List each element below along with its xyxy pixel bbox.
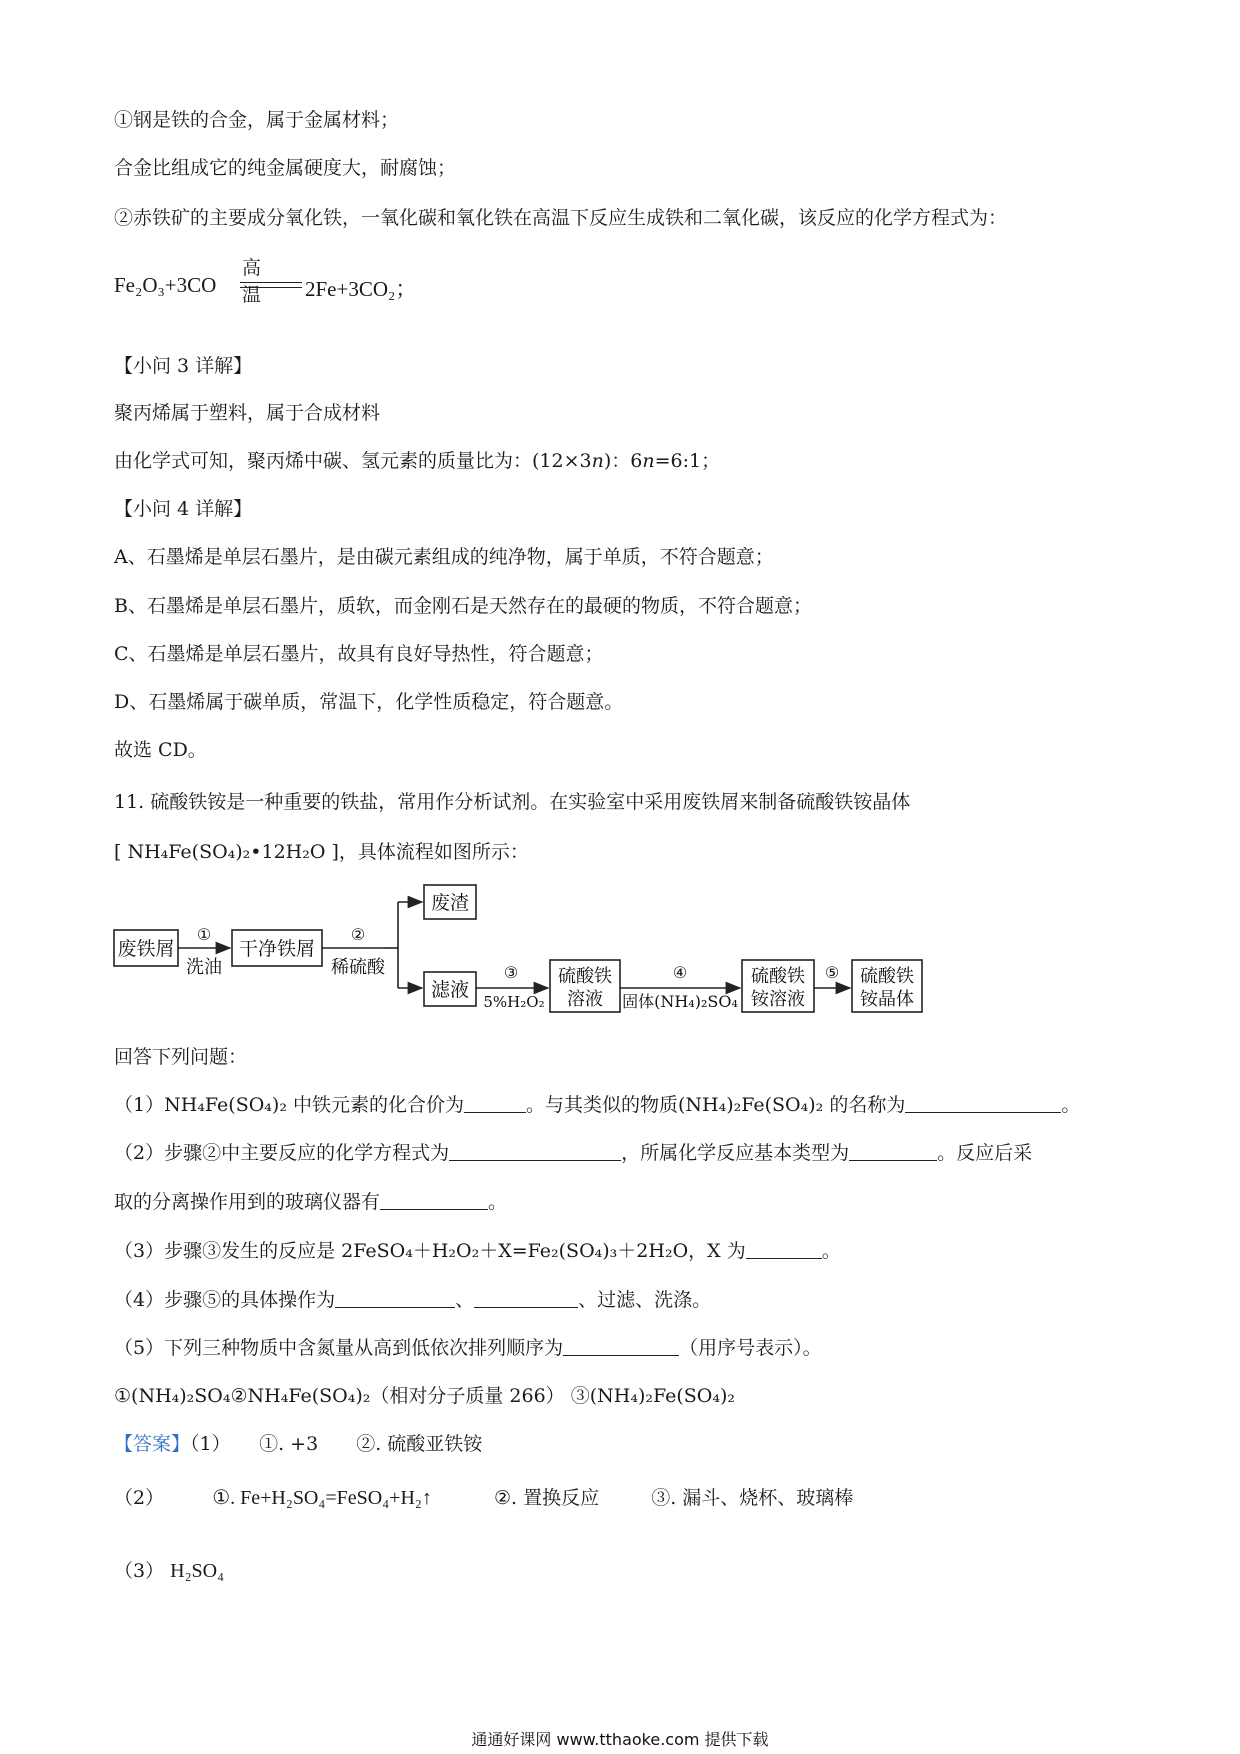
flow-s4-num: ④ bbox=[672, 963, 688, 982]
question-11: 11. 硫酸铁铵是一种重要的铁盐，常用作分析试剂。在实验室中采用废铁屑来制备硫酸铁铵晶体 bbox=[114, 791, 911, 813]
flow-filtrate: 滤液 bbox=[430, 979, 470, 1001]
part-1: （1）NH₄Fe(SO₄)₂ 中铁元素的化合价为 。与其类似的物质(NH₄)₂Fe(SO₄)₂ 的名称为 。 bbox=[114, 1094, 1081, 1116]
page-footer: 通通好课网 www.tthaoke.com 提供下载 bbox=[471, 1730, 769, 1749]
flow-b4-l1: 硫酸铁 bbox=[751, 966, 805, 987]
flow-b3-l1: 硫酸铁 bbox=[558, 966, 612, 987]
option-b: B、石墨烯是单层石墨片，质软，而金刚石是天然存在的最硬的物质，不符合题意； bbox=[114, 595, 812, 617]
part-5: （5）下列三种物质中含氮量从高到低依次排列顺序为 （用序号表示）。 bbox=[114, 1337, 822, 1359]
part-2-cont: 取的分离操作用到的玻璃仪器有 。 bbox=[114, 1191, 508, 1213]
process-flow-diagram bbox=[110, 880, 980, 1020]
section-header: 【小问 4 详解】 bbox=[114, 498, 253, 520]
answer-key-label: 【答案】 bbox=[114, 1433, 191, 1455]
flow-b1: 废铁屑 bbox=[117, 938, 175, 960]
equation-rhs: 2Fe+3CO₂； bbox=[305, 277, 417, 301]
blank bbox=[380, 1189, 488, 1210]
option-c: C、石墨烯是单层石墨片，故具有良好导热性，符合题意； bbox=[114, 643, 604, 665]
blank bbox=[464, 1092, 526, 1113]
text-line: 聚丙烯属于塑料，属于合成材料 bbox=[114, 402, 381, 424]
flow-s3-num: ③ bbox=[503, 963, 519, 982]
flow-b3-l2: 溶液 bbox=[567, 989, 603, 1010]
flow-s3-label: 5%H₂O₂ bbox=[483, 993, 545, 1011]
answer-3: （3） H₂SO₄ bbox=[114, 1560, 225, 1582]
blank bbox=[335, 1287, 455, 1308]
blank bbox=[746, 1238, 822, 1259]
part-5-items: ①(NH₄)₂SO₄②NH₄Fe(SO₄)₂（相对分子质量 266） ③(NH₄)₂Fe(SO₄)₂ bbox=[114, 1385, 736, 1407]
flow-s5-num: ⑤ bbox=[824, 963, 840, 982]
choice-line: 故选 CD。 bbox=[114, 739, 207, 761]
blank bbox=[849, 1140, 937, 1161]
part-4: （4）步骤⑤的具体操作为 、 、过滤、洗涤。 bbox=[114, 1289, 712, 1311]
blank bbox=[905, 1092, 1061, 1113]
text-line: ①钢是铁的合金，属于金属材料； bbox=[114, 109, 400, 131]
flow-s1-num: ① bbox=[196, 925, 212, 944]
flow-b2: 干净铁屑 bbox=[238, 938, 316, 960]
blank bbox=[449, 1140, 621, 1161]
text-line: ②赤铁矿的主要成分氧化铁，一氧化碳和氧化铁在高温下反应生成铁和二氧化碳，该反应的化学方程式为： bbox=[114, 207, 1008, 229]
text-line: 合金比组成它的纯金属硬度大，耐腐蚀； bbox=[114, 157, 457, 179]
equals-bar-bottom bbox=[240, 287, 302, 288]
text-line: 由化学式可知，聚丙烯中碳、氢元素的质量比为：(12×3n)：6n=6:1； bbox=[114, 450, 721, 472]
equation-lhs: Fe₂O₃+3CO bbox=[114, 273, 217, 297]
option-d: D、石墨烯属于碳单质，常温下，化学性质稳定，符合题意。 bbox=[114, 691, 624, 713]
reaction-condition: 高温 bbox=[242, 257, 262, 306]
flow-waste: 废渣 bbox=[430, 892, 470, 914]
flow-s2-label: 稀硫酸 bbox=[331, 957, 385, 978]
flow-s1-label: 洗油 bbox=[186, 957, 222, 978]
section-header: 【小问 3 详解】 bbox=[114, 355, 253, 377]
flow-s4-label: 固体(NH₄)₂SO₄ bbox=[622, 992, 738, 1011]
blank bbox=[474, 1287, 578, 1308]
blank bbox=[563, 1335, 679, 1356]
answer-intro: 回答下列问题： bbox=[114, 1046, 248, 1068]
answer-1: 【答案】（1） ①. +3 ②. 硫酸亚铁铵 bbox=[114, 1433, 483, 1455]
answer-2: （2） ①. Fe+H₂SO₄=FeSO₄+H₂↑ ②. 置换反应 ③. 漏斗、烧杯、玻璃棒 bbox=[114, 1487, 854, 1509]
part-3: （3）步骤③发生的反应是 2FeSO₄＋H₂O₂＋X=Fe₂(SO₄)₃＋2H₂O，X 为 。 bbox=[114, 1240, 841, 1262]
part-2: （2）步骤②中主要反应的化学方程式为 ，所属化学反应基本类型为 。反应后采 bbox=[114, 1142, 1033, 1164]
flow-b4-l2: 铵溶液 bbox=[751, 989, 805, 1010]
option-a: A、石墨烯是单层石墨片，是由碳元素组成的纯净物，属于单质，不符合题意； bbox=[114, 546, 774, 568]
flow-s2-num: ② bbox=[350, 925, 366, 944]
flow-b5-l2: 铵晶体 bbox=[860, 989, 914, 1010]
equals-bar-top bbox=[240, 282, 302, 283]
question-11-formula: [ NH₄Fe(SO₄)₂•12H₂O ]，具体流程如图所示： bbox=[114, 841, 529, 863]
flow-b5-l1: 硫酸铁 bbox=[860, 966, 914, 987]
